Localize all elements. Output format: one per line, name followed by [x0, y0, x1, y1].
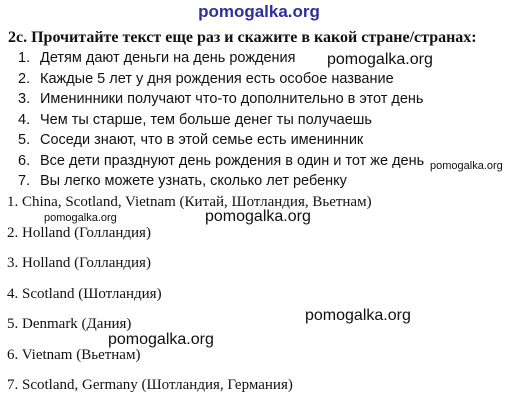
- watermark: pomogalka.org: [430, 160, 503, 172]
- statement-number: 5.: [18, 132, 31, 148]
- statement-item: [18, 69, 424, 90]
- answers-list: [7, 192, 372, 406]
- watermark: pomogalka.org: [327, 51, 433, 68]
- watermark: pomogalka.org: [108, 331, 214, 348]
- statement-number: 3.: [18, 91, 31, 107]
- watermark: pomogalka.org: [44, 212, 117, 224]
- statement-text: Соседи знают, что в этой семье есть именинник: [40, 132, 364, 148]
- statement-number: 2.: [18, 70, 31, 87]
- answer-item: 6. Vietnam (Вьетнам): [7, 346, 141, 363]
- watermark: pomogalka.org: [305, 307, 411, 324]
- watermark: pomogalka.org: [205, 208, 311, 225]
- statements-list: [18, 48, 424, 192]
- statement-text: Детям дают деньги на день рождения: [40, 50, 296, 66]
- statement-number: 1.: [18, 50, 31, 66]
- statement-item: [18, 130, 424, 151]
- statement-item: [18, 151, 424, 172]
- answer-item: 1. China, Scotland, Vietnam (Китай, Шотландия, Вьетнам): [7, 194, 372, 210]
- answer-item: 7. Scotland, Germany (Шотландия, Германия): [7, 377, 293, 393]
- answer-item: 3. Holland (Голландия): [7, 255, 151, 271]
- statement-text: Каждые 5 лет у дня рождения есть особое название: [40, 70, 394, 87]
- statement-number: 6.: [18, 152, 31, 169]
- statement-text: Вы легко можете узнать, сколько лет ребенку: [40, 173, 347, 189]
- site-header-logo: pomogalka.org: [198, 2, 320, 21]
- statement-item: [18, 110, 424, 131]
- answer-item: 4. Scotland (Шотландия): [7, 285, 162, 302]
- statement-number: 4.: [18, 111, 31, 128]
- statement-item: [18, 89, 424, 110]
- statement-item: [18, 171, 424, 192]
- statement-number: 7.: [18, 173, 31, 189]
- statement-text: Чем ты старше, тем больше денег ты получаешь: [40, 111, 372, 128]
- task-title: 2c. Прочитайте текст еще раз и скажите в какой стране/странах:: [8, 29, 477, 46]
- answer-item: 5. Denmark (Дания): [7, 316, 132, 332]
- statement-text: Все дети празднуют день рождения в один и тот же день: [40, 152, 425, 169]
- statement-text: Именинники получают что-то дополнительно в этот день: [40, 91, 424, 107]
- answer-item: 2. Holland (Голландия): [7, 224, 151, 241]
